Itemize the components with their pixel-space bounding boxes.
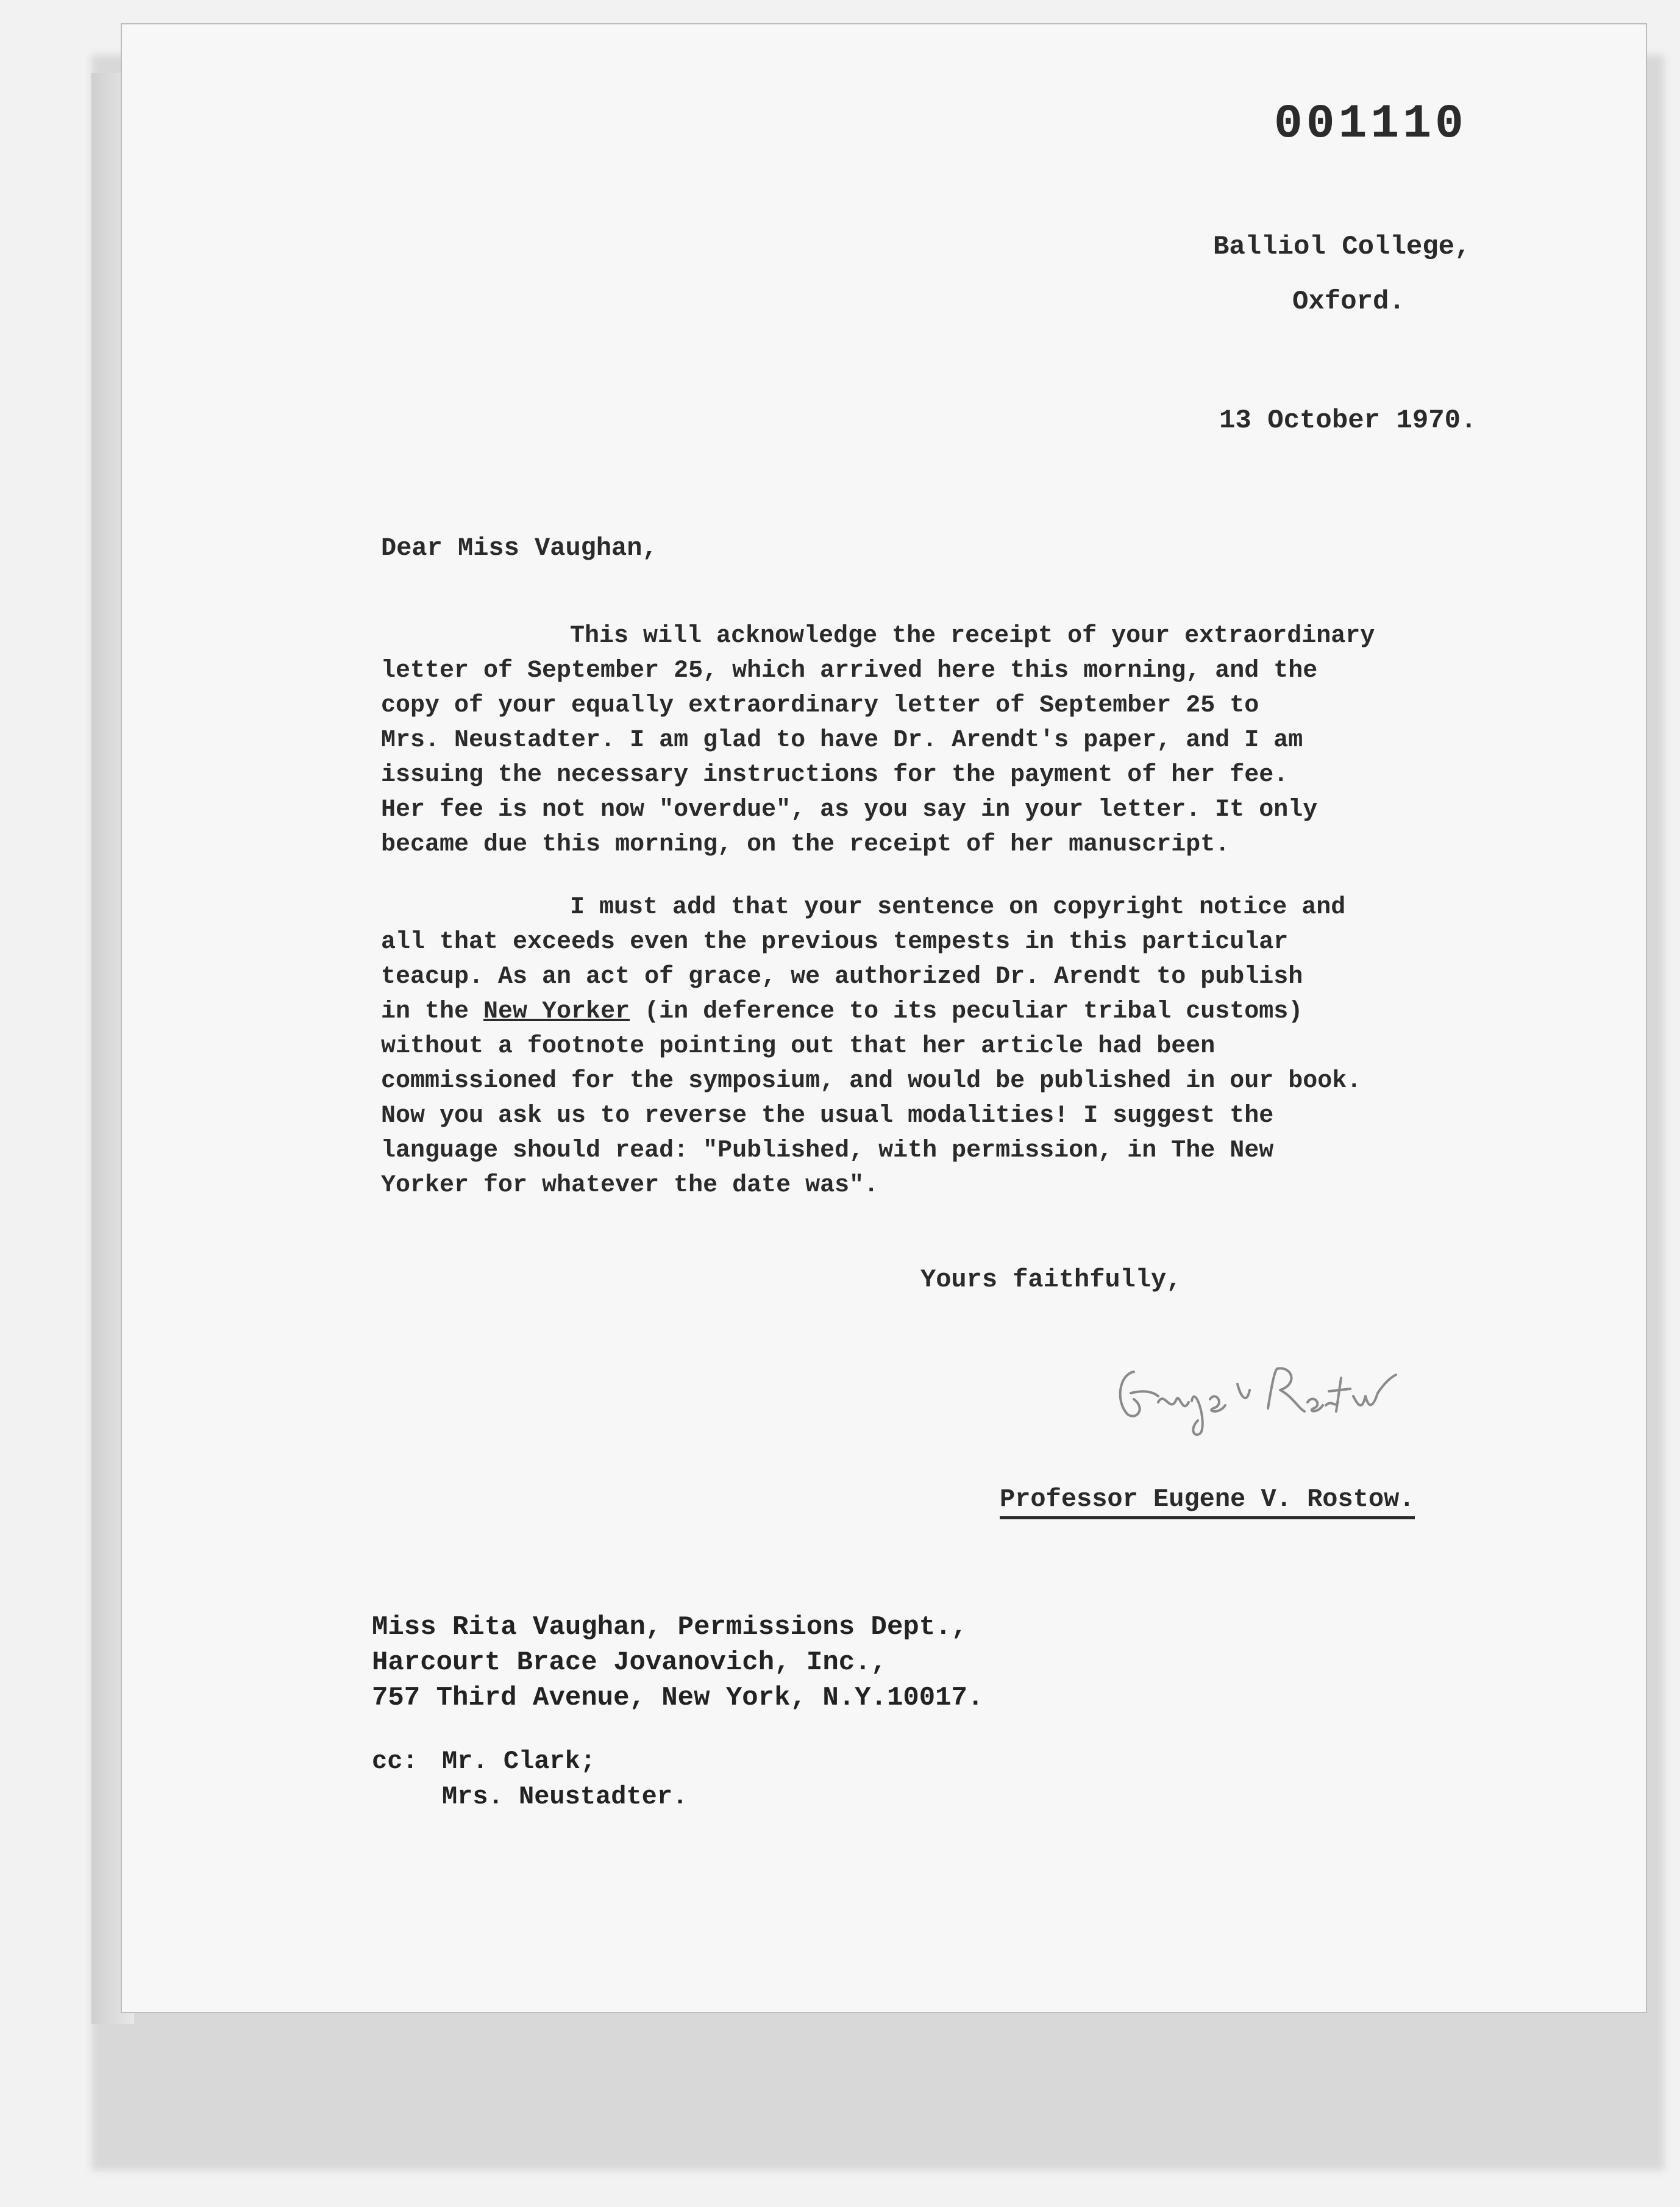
- paragraph-2-line: all that exceeds even the previous tempests in this particular: [381, 929, 1289, 956]
- cc-name: Mr. Clark;: [442, 1747, 596, 1776]
- document-number: 001110: [1274, 98, 1467, 151]
- paragraph-1-line: Mrs. Neustadter. I am glad to have Dr. Arendt's paper, and I am: [381, 727, 1303, 754]
- paragraph-1-line: Her fee is not now "overdue", as you say in your letter. It only: [381, 796, 1318, 824]
- paragraph-1-line: became due this morning, on the receipt of her manuscript.: [381, 831, 1230, 858]
- recipient-address: [372, 1610, 983, 1716]
- paragraph-1-line: issuing the necessary instructions for the payment of her fee.: [381, 761, 1289, 789]
- cc-label: cc:: [372, 1747, 418, 1776]
- cc-list: [372, 1744, 688, 1814]
- address-line-2: Oxford.: [1292, 287, 1405, 317]
- recipient-line: 757 Third Avenue, New York, N.Y.10017.: [372, 1683, 984, 1713]
- signer-name: Professor Eugene V. Rostow.: [1000, 1485, 1415, 1519]
- line-suffix: (in deference to its peculiar tribal customs): [630, 998, 1303, 1025]
- paragraph-2-line: language should read: "Published, with permission, in The New: [381, 1137, 1274, 1164]
- letter-date: 13 October 1970.: [1219, 405, 1477, 436]
- salutation: Dear Miss Vaughan,: [381, 533, 658, 563]
- sender-address: [1213, 219, 1470, 329]
- paragraph-1-line: copy of your equally extraordinary letter of September 25 to: [381, 692, 1259, 719]
- address-line-1: Balliol College,: [1213, 232, 1471, 262]
- paragraph-2-line: [381, 994, 1454, 1029]
- paragraph-2-line: Yorker for whatever the date was".: [381, 1172, 879, 1199]
- closing: Yours faithfully,: [920, 1265, 1182, 1294]
- handwritten-signature: [1109, 1347, 1402, 1445]
- paragraph-2: [381, 890, 1454, 1203]
- line-prefix: in the: [381, 998, 484, 1025]
- paragraph-2-line: teacup. As an act of grace, we authorized Dr. Arendt to publish: [381, 963, 1303, 991]
- cc-name: Mrs. Neustadter.: [442, 1782, 688, 1811]
- paragraph-1-line: This will acknowledge the receipt of your extraordinary: [570, 622, 1375, 650]
- paragraph-1: [381, 619, 1454, 862]
- publication-title: New Yorker: [483, 998, 630, 1025]
- paragraph-2-line: commissioned for the symposium, and would be published in our book.: [381, 1068, 1362, 1095]
- paragraph-2-line: I must add that your sentence on copyright notice and: [570, 894, 1346, 921]
- recipient-line: Harcourt Brace Jovanovich, Inc.,: [372, 1647, 887, 1678]
- paragraph-2-line: Now you ask us to reverse the usual modalities! I suggest the: [381, 1102, 1274, 1130]
- paragraph-1-line: letter of September 25, which arrived here this morning, and the: [381, 657, 1318, 685]
- paragraph-2-line: without a footnote pointing out that her article had been: [381, 1033, 1216, 1060]
- cc-row: [372, 1744, 688, 1779]
- recipient-line: Miss Rita Vaughan, Permissions Dept.,: [372, 1612, 967, 1642]
